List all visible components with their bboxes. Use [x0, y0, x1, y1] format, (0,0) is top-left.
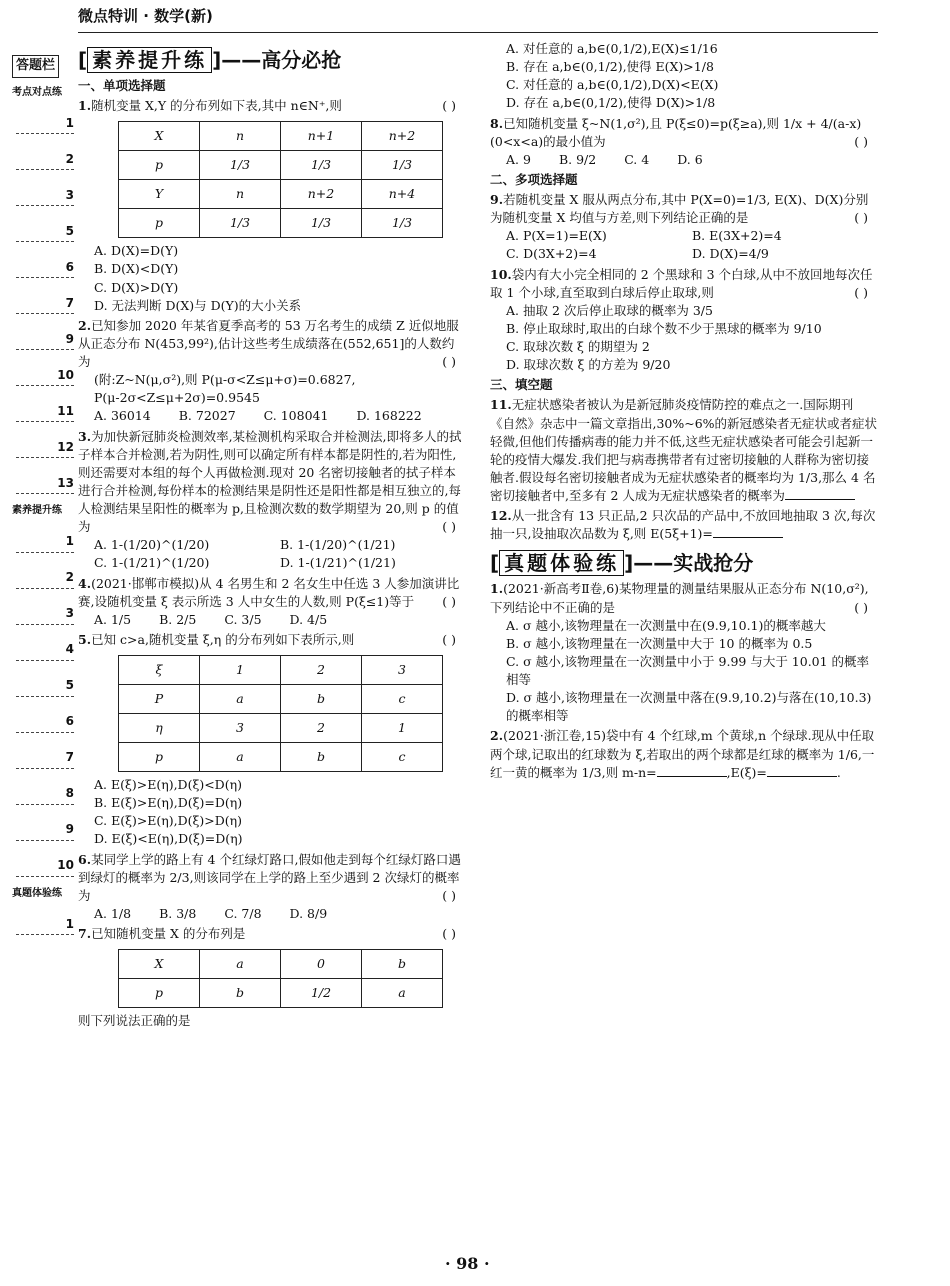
question-text: 已知参加 2020 年某省夏季高考的 53 万名考生的成绩 Z 近似地服从正态分布 N(453,99²),估计这些考生成绩落在(552,651]的人数约为	[78, 317, 459, 369]
option[interactable]: B. 2/5	[159, 611, 197, 627]
table-cell: p	[119, 151, 200, 180]
options	[78, 407, 466, 425]
question-text: 袋内有大小完全相同的 2 个黑球和 3 个白球,从中不放回地每次任取 1 个小球,直至取到白球后停止取球,则	[490, 266, 873, 300]
answer-slot[interactable]	[12, 843, 74, 879]
option[interactable]: C. σ 越小,该物理量在一次测量中小于 9.99 与大于 10.01 的概率相等	[506, 653, 870, 687]
question-2	[78, 317, 466, 426]
options	[490, 302, 878, 375]
answer-slot[interactable]	[12, 424, 74, 460]
sidebar-group-label: 考点对点练	[12, 86, 62, 98]
answer-slot-number: 13	[57, 475, 74, 490]
question-text: 已知随机变量 X 的分布列是	[91, 926, 246, 941]
answer-slot-number: 2	[65, 151, 74, 166]
table-cell: a	[362, 979, 443, 1008]
question-text: 随机变量 X,Y 的分布列如下表,其中 n∈N⁺,则	[91, 98, 342, 114]
answer-slot-number: 7	[65, 750, 74, 765]
table-cell: 1	[362, 714, 443, 743]
answer-paren[interactable]: ( )	[442, 887, 456, 903]
option[interactable]: A. E(ξ)>E(η),D(ξ)<D(η)	[94, 777, 242, 792]
options	[490, 151, 878, 169]
question-number: 5.	[78, 631, 92, 647]
table-cell: b	[281, 743, 362, 772]
section-heading-1: [ 素养提升练 ]——高分必抢	[78, 48, 342, 72]
question-number: 2.	[490, 728, 504, 744]
answer-sidebar	[12, 55, 74, 937]
question-text-mid: ,E(ξ)=	[726, 764, 767, 780]
question-6	[78, 851, 466, 924]
option[interactable]: C. D(3X+2)=4	[506, 246, 597, 262]
option[interactable]: D. E(ξ)<E(η),D(ξ)=D(η)	[94, 831, 243, 847]
table-cell: 2	[281, 656, 362, 685]
table-cell: 2	[281, 714, 362, 743]
section-title: 真题体验练	[499, 550, 624, 576]
option[interactable]: D. 存在 a,b∈(0,1/2),使得 D(X)>1/8	[506, 95, 716, 111]
option[interactable]: B. σ 越小,该物理量在一次测量中大于 10 的概率为 0.5	[506, 635, 813, 651]
option[interactable]: B. D(X)<D(Y)	[94, 261, 179, 277]
question-number: 8.	[490, 115, 504, 131]
table-cell: 3	[200, 714, 281, 743]
table-cell: 1/3	[281, 151, 362, 180]
table-cell: p	[119, 979, 200, 1008]
table-cell: n+4	[362, 180, 443, 209]
real-question-1	[490, 580, 878, 725]
header-rule	[78, 32, 878, 33]
answer-slot[interactable]	[12, 555, 74, 591]
option[interactable]: B. 9/2	[558, 151, 597, 167]
option[interactable]: C. 对任意的 a,b∈(0,1/2),D(X)<E(X)	[506, 77, 719, 93]
option[interactable]: B. 72027	[178, 408, 236, 424]
option[interactable]: D. 取球次数 ξ 的方差为 9/20	[506, 357, 671, 373]
answer-paren[interactable]: ( )	[442, 593, 456, 609]
table-row	[119, 743, 443, 772]
section-title: 素养提升练	[87, 47, 212, 73]
question-12	[490, 507, 878, 543]
question-number: 1.	[78, 98, 92, 114]
option[interactable]: D. D(X)=4/9	[692, 246, 769, 262]
answer-slot[interactable]	[12, 352, 74, 388]
table-row	[119, 714, 443, 743]
question-text: (2021·浙江卷,15)袋中有 4 个红球,m 个黄球,n 个绿球.现从中任取两个球,记取出的红球数为 ξ,若取出的两个球都是红球的概率为 1/6,一红一黄的概率为 1/3,则 m-n=	[490, 728, 875, 780]
option[interactable]: D. 无法判断 D(X)与 D(Y)的大小关系	[94, 297, 302, 313]
option[interactable]: C. 3/5	[224, 611, 262, 627]
question-number: 3.	[78, 428, 92, 444]
option[interactable]: D. 4/5	[289, 611, 328, 627]
answer-blank-1[interactable]	[657, 776, 727, 777]
options	[78, 536, 466, 572]
answer-paren[interactable]: ( )	[442, 98, 456, 114]
question-text: 已知 c>a,随机变量 ξ,η 的分布列如下表所示,则	[91, 631, 355, 647]
answer-slot[interactable]	[12, 663, 74, 699]
answer-slot[interactable]	[12, 100, 74, 136]
page-number: · 98 ·	[445, 1254, 490, 1273]
option[interactable]: C. 108041	[263, 408, 329, 424]
answer-slot[interactable]	[12, 807, 74, 843]
answer-slot-number: 5	[65, 678, 74, 693]
table-row	[119, 151, 443, 180]
question-number: 10.	[490, 266, 512, 282]
section-tail: ——实战抢分	[633, 551, 754, 576]
table-cell: 3	[362, 656, 443, 685]
table-row	[119, 979, 443, 1008]
question-number: 6.	[78, 851, 92, 867]
table-cell: a	[200, 950, 281, 979]
table-cell: b	[281, 685, 362, 714]
real-question-2	[490, 727, 878, 781]
answer-blank-2[interactable]	[767, 776, 837, 777]
table-cell: n	[200, 122, 281, 151]
table-cell: n	[200, 180, 281, 209]
question-1	[78, 97, 466, 315]
table-cell: b	[200, 979, 281, 1008]
answer-slot[interactable]	[12, 735, 74, 771]
option[interactable]: D. σ 越小,该物理量在一次测量中落在(9.9,10.2)与落在(10,10.3)的概率相等	[506, 690, 872, 724]
table-row	[119, 685, 443, 714]
question-number: 12.	[490, 508, 512, 524]
table-cell: b	[362, 950, 443, 979]
answer-paren[interactable]: ( )	[442, 354, 456, 369]
table-cell: X	[119, 122, 200, 151]
table-cell: 1	[200, 656, 281, 685]
answer-paren[interactable]: ( )	[442, 631, 456, 647]
table-cell: Y	[119, 180, 200, 209]
part-3-heading: 三、填空题	[490, 377, 553, 393]
table-row	[119, 656, 443, 685]
table-cell: c	[362, 685, 443, 714]
option[interactable]: C. 1-(1/21)^(1/20)	[94, 555, 210, 571]
question-5	[78, 631, 466, 849]
table-cell: P	[119, 685, 200, 714]
question-text: 从一批含有 13 只正品,2 只次品的产品中,不放回地抽取 3 次,每次抽一只,设抽取次品数为 ξ,则 E(5ξ+1)=	[490, 508, 876, 542]
answer-slot[interactable]	[12, 519, 74, 555]
option[interactable]: A. 9	[506, 151, 531, 167]
table-cell: 1/3	[200, 151, 281, 180]
question-text: 已知随机变量 ξ~N(1,σ²),且 P(ξ≤0)=p(ξ≥a),则 1/x + 4/(a-x) (0<x<a)的最小值为	[490, 115, 862, 149]
options	[78, 776, 466, 849]
question-text: 若随机变量 X 服从两点分布,其中 P(X=0)=1/3, E(X)、D(X)分别为随机变量 X 均值与方差,则下列结论正确的是	[490, 192, 869, 226]
option[interactable]: A. σ 越小,该物理量在一次测量中在(9.9,10.1)的概率越大	[506, 617, 826, 633]
options	[78, 611, 466, 629]
answer-slot[interactable]	[12, 388, 74, 424]
option[interactable]: D. 1-(1/21)^(1/21)	[280, 555, 396, 571]
section-heading-2: [ 真题体验练 ]——实战抢分	[490, 551, 754, 576]
distribution-table	[118, 655, 443, 772]
answer-slot-number: 12	[57, 439, 74, 454]
table-cell: ξ	[119, 656, 200, 685]
option[interactable]: D. 8/9	[289, 905, 328, 921]
answer-slot-number: 9	[65, 331, 74, 346]
option[interactable]: B. 存在 a,b∈(0,1/2),使得 E(X)>1/8	[506, 59, 714, 75]
option[interactable]: A. 抽取 2 次后停止取球的概率为 3/5	[506, 302, 713, 318]
answer-slot[interactable]	[12, 280, 74, 316]
part-2-heading: 二、多项选择题	[490, 171, 578, 187]
table-cell: p	[119, 743, 200, 772]
question-tail: 则下列说法正确的是	[78, 1013, 191, 1029]
option[interactable]: B. E(3X+2)=4	[692, 228, 782, 244]
option[interactable]: B. E(ξ)>E(η),D(ξ)=D(η)	[94, 795, 243, 811]
question-8	[490, 115, 878, 169]
section-tail: ——高分必抢	[221, 48, 342, 72]
answer-slot-number: 6	[65, 259, 74, 274]
answer-slot[interactable]	[12, 591, 74, 627]
question-note: (附:Z~N(μ,σ²),则 P(μ-σ<Z≤μ+σ)=0.6827, P(μ-2σ<Z≤μ+2σ)=0.9545	[94, 372, 356, 406]
options	[78, 242, 466, 315]
sidebar-group-label: 真题体验练	[12, 887, 62, 899]
answer-slot[interactable]	[12, 771, 74, 807]
answer-slot[interactable]	[12, 699, 74, 735]
table-row	[119, 122, 443, 151]
option[interactable]: A. 1/5	[94, 611, 132, 627]
answer-paren[interactable]: ( )	[854, 133, 868, 149]
option[interactable]: A. 36014	[94, 408, 151, 424]
sidebar-group-label: 素养提升练	[12, 505, 62, 517]
answer-slot[interactable]	[12, 460, 74, 496]
table-cell: a	[200, 685, 281, 714]
table-cell: n+2	[362, 122, 443, 151]
option[interactable]: C. 7/8	[224, 905, 262, 921]
answer-slot[interactable]	[12, 627, 74, 663]
option[interactable]: C. E(ξ)>E(η),D(ξ)>D(η)	[94, 813, 243, 829]
answer-slot[interactable]	[12, 901, 74, 937]
answer-slot-number: 3	[65, 606, 74, 621]
question-7	[78, 925, 466, 1030]
option[interactable]: A. 对任意的 a,b∈(0,1/2),E(X)≤1/16	[506, 41, 718, 56]
answer-slot-number: 1	[65, 534, 74, 549]
answer-slot-number: 11	[57, 403, 74, 418]
question-3	[78, 428, 466, 573]
table-cell: η	[119, 714, 200, 743]
answer-slot-number: 6	[65, 714, 74, 729]
table-cell: n+1	[281, 122, 362, 151]
question-11	[490, 396, 878, 505]
question-number: 9.	[490, 192, 504, 207]
answer-slot-number: 4	[65, 642, 74, 657]
question-text: 无症状感染者被认为是新冠肺炎疫情防控的难点之一.国际期刊《自然》杂志中一篇文章指出,30%~6%的新冠感染者无症状或者症状轻微,但他们传播病毒的能力并不低,这些无症状感染者可能会引起新一轮的疫情大爆发.我们把与病毒携带者有过密切接触的人群称为密切接触者.假设每名密切接触者成为无症状感染者的概率均为 1/3,那么 4 名密切接触者中,至多有 2 人成为无症状感染者的概率为	[490, 397, 878, 503]
option[interactable]: C. D(X)>D(Y)	[94, 279, 179, 295]
option[interactable]: A. P(X=1)=E(X)	[506, 228, 607, 244]
left-column	[78, 40, 466, 1030]
answer-paren[interactable]: ( )	[854, 599, 868, 615]
right-column	[490, 40, 878, 782]
question-number: 11.	[490, 397, 512, 413]
table-cell: 1/3	[362, 151, 443, 180]
question-text: 某同学上学的路上有 4 个红绿灯路口,假如他走到每个红绿灯路口遇到绿灯的概率为 2/3,则该同学在上学的路上至少遇到 2 次绿灯的概率为	[78, 851, 461, 903]
answer-slot-number: 2	[65, 570, 74, 585]
table-row	[119, 950, 443, 979]
question-7-options	[490, 40, 878, 113]
part-1-heading: 一、单项选择题	[78, 78, 166, 93]
answer-slot-number: 10	[57, 367, 74, 382]
answer-slot-number: 1	[65, 916, 74, 931]
answer-slot-number: 7	[65, 295, 74, 310]
distribution-table	[118, 121, 443, 238]
question-4	[78, 575, 466, 629]
question-number: 1.	[490, 581, 504, 597]
answer-paren[interactable]: ( )	[442, 519, 456, 535]
answer-slot-number: 5	[65, 223, 74, 238]
answer-slot-number: 1	[65, 115, 74, 130]
answer-paren[interactable]: ( )	[442, 926, 456, 941]
answer-slot-number: 3	[65, 187, 74, 202]
distribution-table	[118, 949, 443, 1008]
question-text: (2021·新高考Ⅱ卷,6)某物理量的测量结果服从正态分布 N(10,σ²),下列结论中不正确的是	[490, 581, 869, 615]
answer-blank[interactable]	[713, 537, 783, 538]
question-text: 为加快新冠肺炎检测效率,某检测机构采取合并检测法,即将多人的拭子样本合并检测,若为阴性,则可以确定所有样本都是阴性的,若为阳性,则还需要对本组的每个人再做检测.现对 20 名密切接触者的拭子样本进行合并检测,每份样本的检测结果是阴性还是阳性都是相互独立的,每人检测结果呈阳性的概率为 p,且检测次数的数学期望为 20,则 p 的值为	[78, 428, 462, 535]
question-number: 4.	[78, 575, 92, 591]
option[interactable]: A. 1-(1/20)^(1/20)	[94, 537, 210, 553]
table-cell: 1/3	[362, 209, 443, 238]
option[interactable]: B. 3/8	[159, 905, 197, 921]
answer-slot-number: 9	[65, 822, 74, 837]
option[interactable]: C. 4	[624, 151, 650, 167]
answer-blank[interactable]	[785, 499, 855, 500]
option[interactable]: D. 6	[677, 151, 703, 167]
option[interactable]: A. 1/8	[94, 905, 132, 921]
sidebar-title: 答题栏	[12, 55, 59, 78]
question-text-end: .	[836, 764, 841, 780]
question-10	[490, 266, 878, 375]
answer-slot[interactable]	[12, 316, 74, 352]
table-cell: p	[119, 209, 200, 238]
table-row	[119, 209, 443, 238]
option[interactable]: A. D(X)=D(Y)	[94, 243, 179, 259]
book-header: 微点特训 · 数学(新)	[78, 7, 213, 25]
answer-slot[interactable]	[12, 136, 74, 172]
question-number: 2.	[78, 317, 92, 333]
table-cell: 0	[281, 950, 362, 979]
option[interactable]: B. 1-(1/20)^(1/21)	[280, 537, 396, 553]
table-cell: c	[362, 743, 443, 772]
answer-slot[interactable]	[12, 172, 74, 208]
options	[490, 617, 878, 726]
option[interactable]: D. 168222	[356, 408, 422, 424]
table-cell: n+2	[281, 180, 362, 209]
answer-paren[interactable]: ( )	[854, 284, 868, 300]
table-cell: X	[119, 950, 200, 979]
answer-slot-number: 10	[57, 858, 74, 873]
table-cell: 1/3	[200, 209, 281, 238]
table-cell: 1/3	[281, 209, 362, 238]
question-9	[490, 191, 878, 264]
table-cell: a	[200, 743, 281, 772]
answer-slot[interactable]	[12, 244, 74, 280]
option[interactable]: B. 停止取球时,取出的白球个数不少于黑球的概率为 9/10	[506, 320, 822, 336]
options	[490, 227, 878, 263]
options	[78, 905, 466, 923]
answer-slot-number: 8	[65, 786, 74, 801]
answer-slot[interactable]	[12, 208, 74, 244]
question-number: 7.	[78, 926, 92, 941]
table-cell: 1/2	[281, 979, 362, 1008]
option[interactable]: C. 取球次数 ξ 的期望为 2	[506, 339, 650, 354]
question-text: (2021·邯郸市模拟)从 4 名男生和 2 名女生中任选 3 人参加演讲比赛,设随机变量 ξ 表示所选 3 人中女生的人数,则 P(ξ≤1)等于	[78, 575, 460, 609]
sidebar-groups	[12, 86, 74, 938]
table-row	[119, 180, 443, 209]
answer-paren[interactable]: ( )	[854, 210, 868, 226]
